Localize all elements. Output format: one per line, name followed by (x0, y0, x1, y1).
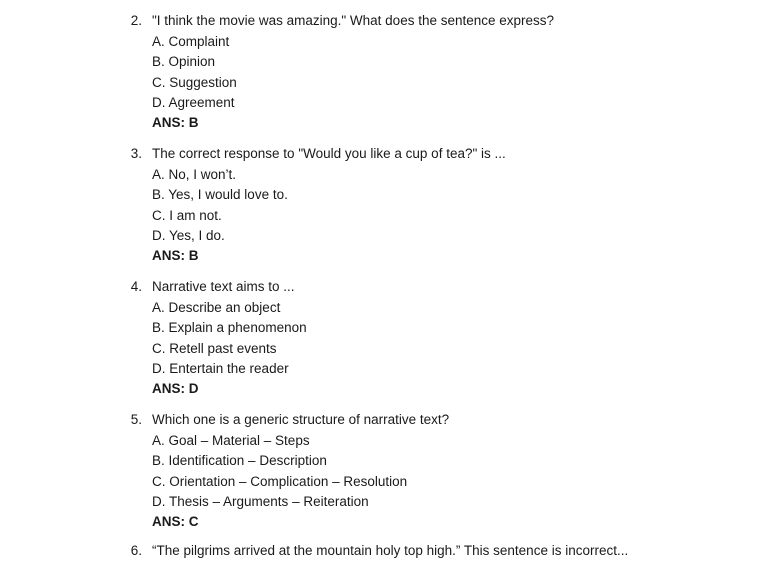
option-d: D. Agreement (152, 95, 235, 110)
question-text: Which one is a generic structure of narrative text? (152, 412, 450, 427)
question-number: 5. (130, 412, 142, 427)
option-c: C. Suggestion (152, 75, 237, 90)
question-text: Narrative text aims to ... (152, 279, 295, 294)
option-a: A. Goal – Material – Steps (152, 433, 310, 448)
question-text: “The pilgrims arrived at the mountain holy top high.” This sentence is incorrect... (152, 543, 629, 558)
question-number: 3. (130, 146, 142, 161)
question-line (0, 410, 768, 430)
answer-key: ANS: C (152, 514, 199, 529)
question-number: 2. (130, 13, 142, 28)
option-a: A. Complaint (152, 34, 230, 49)
question-number: 4. (130, 279, 142, 294)
option-d: D. Thesis – Arguments – Reiteration (152, 494, 369, 509)
answer-key: ANS: D (152, 381, 199, 396)
option-b: B. Explain a phenomenon (152, 320, 307, 335)
question-line (0, 277, 768, 297)
question-line (0, 541, 768, 561)
question-text: "I think the movie was amazing." What does the sentence express? (152, 13, 555, 28)
option-d: D. Yes, I do. (152, 228, 225, 243)
option-b: B. Opinion (152, 54, 216, 69)
answer-key: ANS: B (152, 248, 199, 263)
option-a: A. Describe an object (152, 300, 281, 315)
option-b: B. Identification – Description (152, 453, 327, 468)
question-line (0, 144, 768, 164)
question-text: The correct response to "Would you like a cup of tea?" is ... (152, 146, 506, 161)
option-c: C. Orientation – Complication – Resolution (152, 474, 408, 489)
question-number: 6. (130, 543, 142, 558)
option-c: C. I am not. (152, 208, 222, 223)
option-c: C. Retell past events (152, 341, 277, 356)
option-d: D. Entertain the reader (152, 361, 289, 376)
option-a: A. No, I won’t. (152, 167, 237, 182)
option-b: B. Yes, I would love to. (152, 187, 288, 202)
question-line (0, 11, 768, 31)
answer-key: ANS: B (152, 115, 199, 130)
